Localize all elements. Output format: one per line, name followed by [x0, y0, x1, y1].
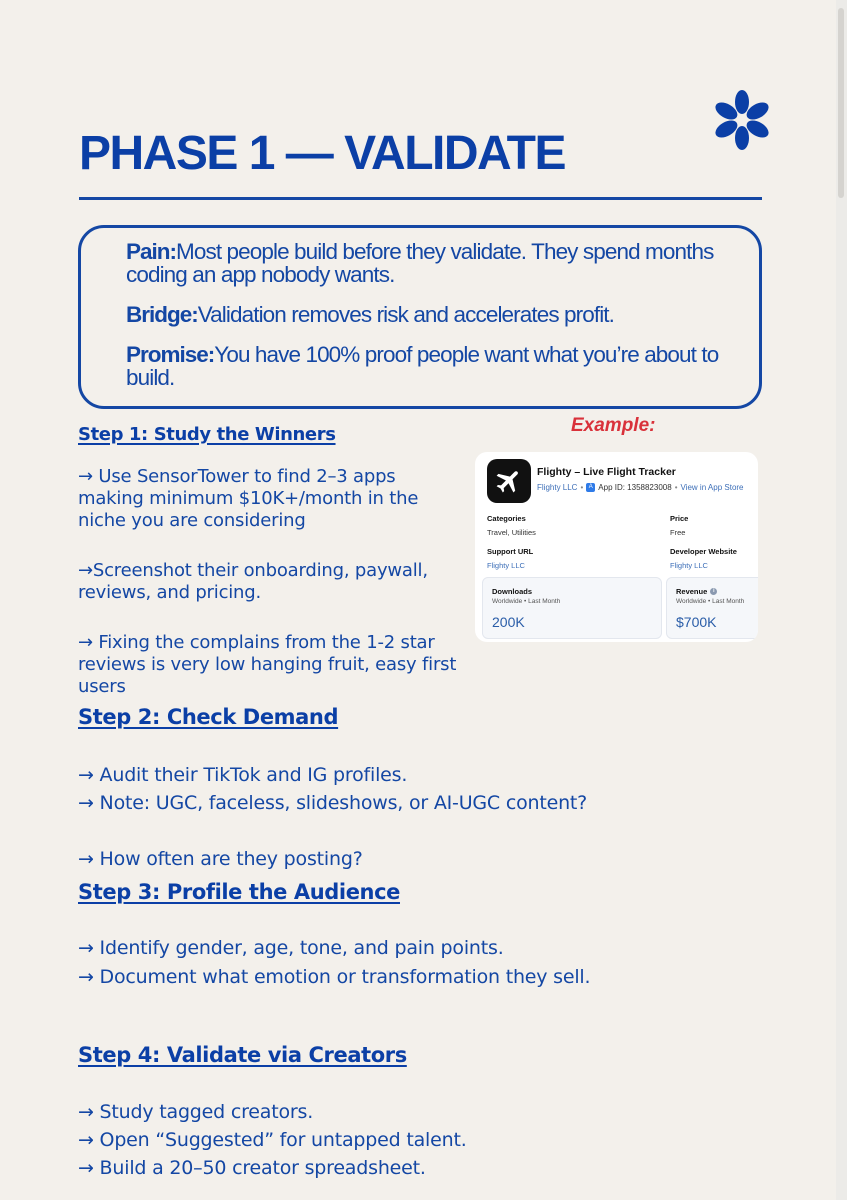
downloads-subtitle: Worldwide • Last Month	[492, 598, 561, 605]
asterisk-icon	[710, 88, 774, 152]
downloads-value: 200K	[492, 614, 525, 630]
step-4-line-2: → Open “Suggested” for untapped talent.	[78, 1129, 467, 1151]
separator-dot: •	[580, 483, 584, 492]
app-developer-link[interactable]: Flighty LLC	[537, 483, 578, 492]
bridge-text: Validation removes risk and accelerates profit.	[197, 302, 614, 327]
downloads-label: Downloads	[492, 587, 533, 596]
bridge-label: Bridge:	[126, 302, 198, 327]
app-info-card	[475, 452, 758, 642]
step-3-line-1: → Identify gender, age, tone, and pain points.	[78, 937, 504, 959]
step-2-line-2: → Note: UGC, faceless, slideshows, or AI-UGC content?	[78, 792, 588, 814]
revenue-stat	[666, 577, 758, 639]
separator-dot: •	[674, 483, 678, 492]
developer-website-label: Developer Website	[670, 547, 737, 556]
categories-value: Travel, Utilities	[487, 528, 536, 537]
downloads-stat	[482, 577, 662, 639]
app-name: Flighty – Live Flight Tracker	[537, 466, 676, 478]
step-2-line-1: → Audit their TikTok and IG profiles.	[78, 764, 408, 786]
support-url-link[interactable]: Flighty LLC	[487, 561, 525, 570]
revenue-subtitle: Worldwide • Last Month	[676, 598, 745, 605]
step-1-line-1: → Use SensorTower to find 2–3 apps making minimum $10K+/month in the niche you are considering	[78, 466, 419, 531]
title-divider	[79, 197, 762, 200]
price-label: Price	[670, 514, 689, 523]
promise-text: You have 100% proof people want what you’re about to build.	[126, 342, 719, 390]
promise-statement	[126, 343, 739, 389]
bridge-statement	[126, 303, 739, 326]
step-3-line-2: → Document what emotion or transformation they sell.	[78, 966, 591, 988]
price-value: Free	[670, 528, 686, 537]
info-icon[interactable]: i	[710, 588, 717, 595]
step-4-line-1: → Study tagged creators.	[78, 1101, 314, 1123]
airplane-icon	[487, 459, 531, 503]
step-3-heading: Step 3: Profile the Audience	[78, 880, 400, 904]
step-4-heading: Step 4: Validate via Creators	[78, 1043, 407, 1067]
app-id: App ID: 1358823008	[598, 483, 672, 492]
step-1-heading: Step 1: Study the Winners	[78, 424, 336, 445]
example-label: Example:	[571, 415, 656, 436]
view-in-app-store-link[interactable]: View in App Store	[680, 483, 744, 492]
step-2-heading: Step 2: Check Demand	[78, 705, 339, 729]
categories-label: Categories	[487, 514, 526, 523]
step-2-line-3: → How often are they posting?	[78, 848, 363, 870]
support-url-label: Support URL	[487, 547, 534, 556]
pain-text: Most people build before they validate. They spend months coding an app nobody wants.	[126, 239, 714, 287]
step-4-line-3: → Build a 20–50 creator spreadsheet.	[78, 1157, 426, 1179]
revenue-value: $700K	[676, 614, 717, 630]
pain-statement	[126, 240, 739, 286]
promise-label: Promise:	[126, 342, 215, 367]
revenue-label: Revenue i	[676, 587, 717, 596]
step-1-line-3: → Fixing the complains from the 1-2 star reviews is very low hanging fruit, easy first users	[78, 632, 457, 697]
pain-bridge-promise-box	[78, 225, 762, 409]
app-store-icon: A	[586, 483, 595, 492]
app-meta	[537, 483, 744, 492]
page-title: PHASE 1 — VALIDATE	[79, 127, 565, 180]
scrollbar-thumb[interactable]	[838, 8, 844, 198]
step-1-line-2: →Screenshot their onboarding, paywall, reviews, and pricing.	[78, 560, 428, 603]
pain-label: Pain:	[126, 239, 177, 264]
developer-website-link[interactable]: Flighty LLC	[670, 561, 708, 570]
